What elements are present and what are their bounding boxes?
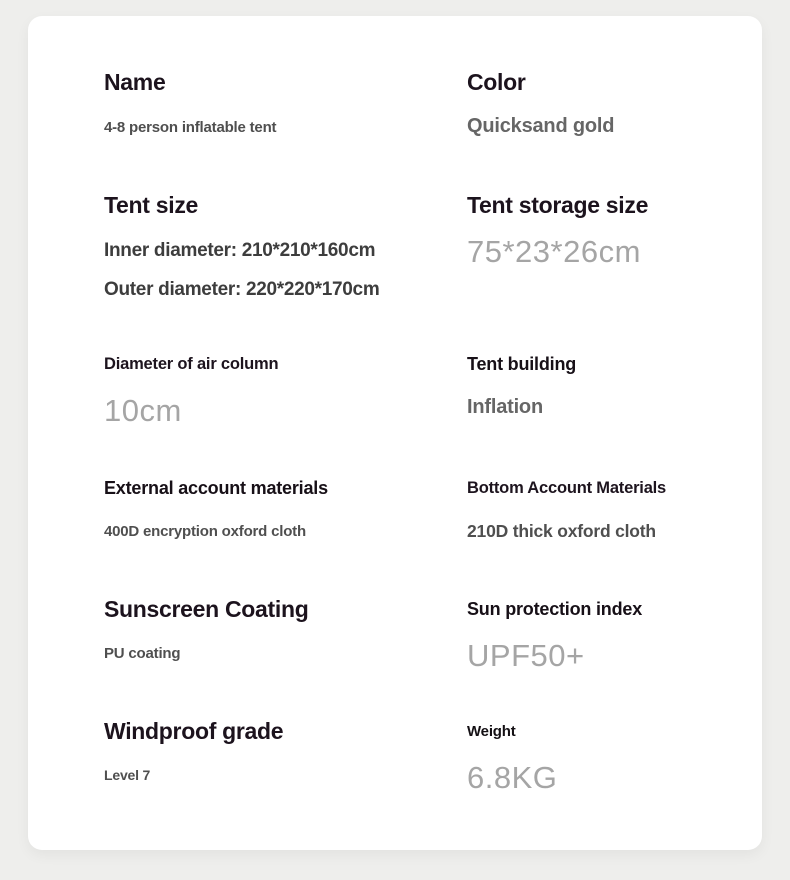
- name-value: 4-8 person inflatable tent: [104, 119, 277, 136]
- color-value: Quicksand gold: [467, 115, 615, 137]
- air-column-diameter-value: 10cm: [104, 393, 182, 428]
- tent-storage-size-value: 75*23*26cm: [467, 234, 641, 269]
- bottom-materials-label: Bottom Account Materials: [467, 479, 667, 497]
- bottom-materials-value: 210D thick oxford cloth: [467, 521, 656, 541]
- air-column-diameter-label: Diameter of air column: [104, 355, 279, 373]
- sun-protection-index-label: Sun protection index: [467, 599, 643, 619]
- tent-size-inner-value: Inner diameter: 210*210*160cm: [104, 240, 376, 261]
- tent-storage-size-label: Tent storage size: [467, 192, 649, 218]
- weight-value: 6.8KG: [467, 760, 558, 795]
- tent-building-value: Inflation: [467, 396, 543, 418]
- spec-card: [28, 16, 762, 850]
- sunscreen-coating-label: Sunscreen Coating: [104, 596, 309, 622]
- tent-building-label: Tent building: [467, 354, 577, 374]
- external-materials-value: 400D encryption oxford cloth: [104, 523, 306, 540]
- name-label: Name: [104, 69, 166, 95]
- sun-protection-index-value: UPF50+: [467, 638, 585, 673]
- sunscreen-coating-value: PU coating: [104, 645, 181, 662]
- windproof-grade-label: Windproof grade: [104, 718, 284, 744]
- external-materials-label: External account materials: [104, 478, 328, 498]
- weight-label: Weight: [467, 723, 516, 740]
- windproof-grade-value: Level 7: [104, 767, 151, 783]
- tent-size-label: Tent size: [104, 192, 199, 218]
- tent-size-outer-value: Outer diameter: 220*220*170cm: [104, 279, 380, 300]
- color-label: Color: [467, 69, 526, 95]
